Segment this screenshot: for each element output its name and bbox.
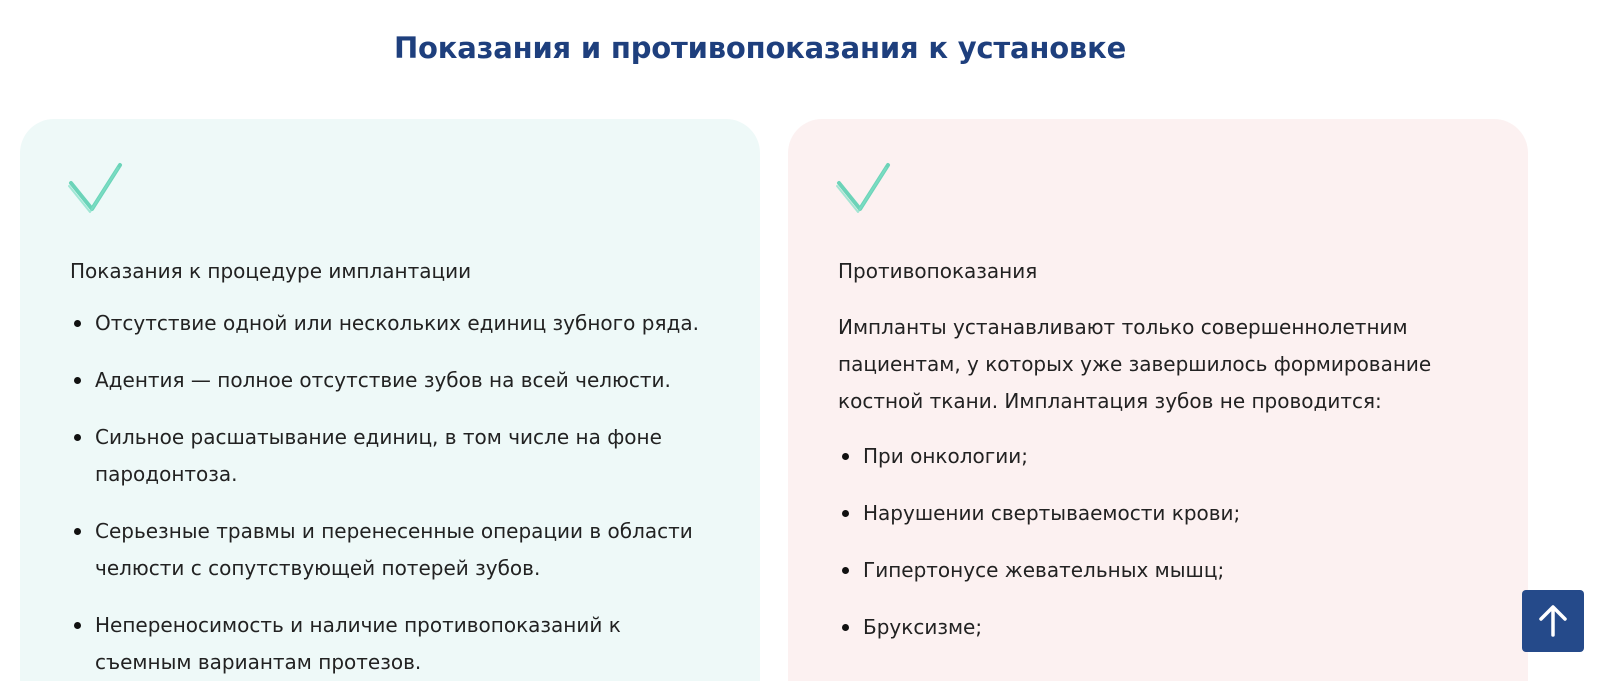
list-item: Нарушении свертываемости крови; — [838, 495, 1478, 532]
indications-heading: Показания к процедуре имплантации — [70, 259, 472, 283]
indications-card — [20, 119, 760, 681]
contraindications-intro: Импланты устанавливают только совершеннолетним пациентам, у которых уже завершилось формирование костной ткани. Имплантация зубов не проводится: — [838, 315, 1432, 413]
scroll-to-top-button[interactable] — [1522, 590, 1584, 652]
list-item: Сильное расшатывание единиц, в том числе на фоне пародонтоза. — [70, 419, 710, 493]
list-item: Гипертонусе жевательных мышц; — [838, 552, 1478, 589]
list-item: Отсутствие одной или нескольких единиц зубного ряда. — [70, 305, 710, 342]
list-item: Серьезные травмы и перенесенные операции в области челюсти с сопутствующей потерей зубов. — [70, 513, 710, 587]
checkmark-icon — [68, 161, 124, 217]
contraindications-card — [788, 119, 1528, 681]
contraindications-list — [838, 438, 1478, 646]
list-item: Непереносимость и наличие противопоказаний к съемным вариантам протезов. — [70, 607, 710, 681]
arrow-up-icon — [1535, 603, 1571, 639]
list-item: Адентия — полное отсутствие зубов на всей челюсти. — [70, 362, 710, 399]
indications-list — [70, 305, 710, 681]
contraindications-heading: Противопоказания — [838, 259, 1038, 283]
section-title: Показания и противопоказания к установке — [393, 31, 1127, 65]
list-item: Бруксизме; — [838, 609, 1478, 646]
checkmark-icon — [836, 161, 892, 217]
list-item: При онкологии; — [838, 438, 1478, 475]
